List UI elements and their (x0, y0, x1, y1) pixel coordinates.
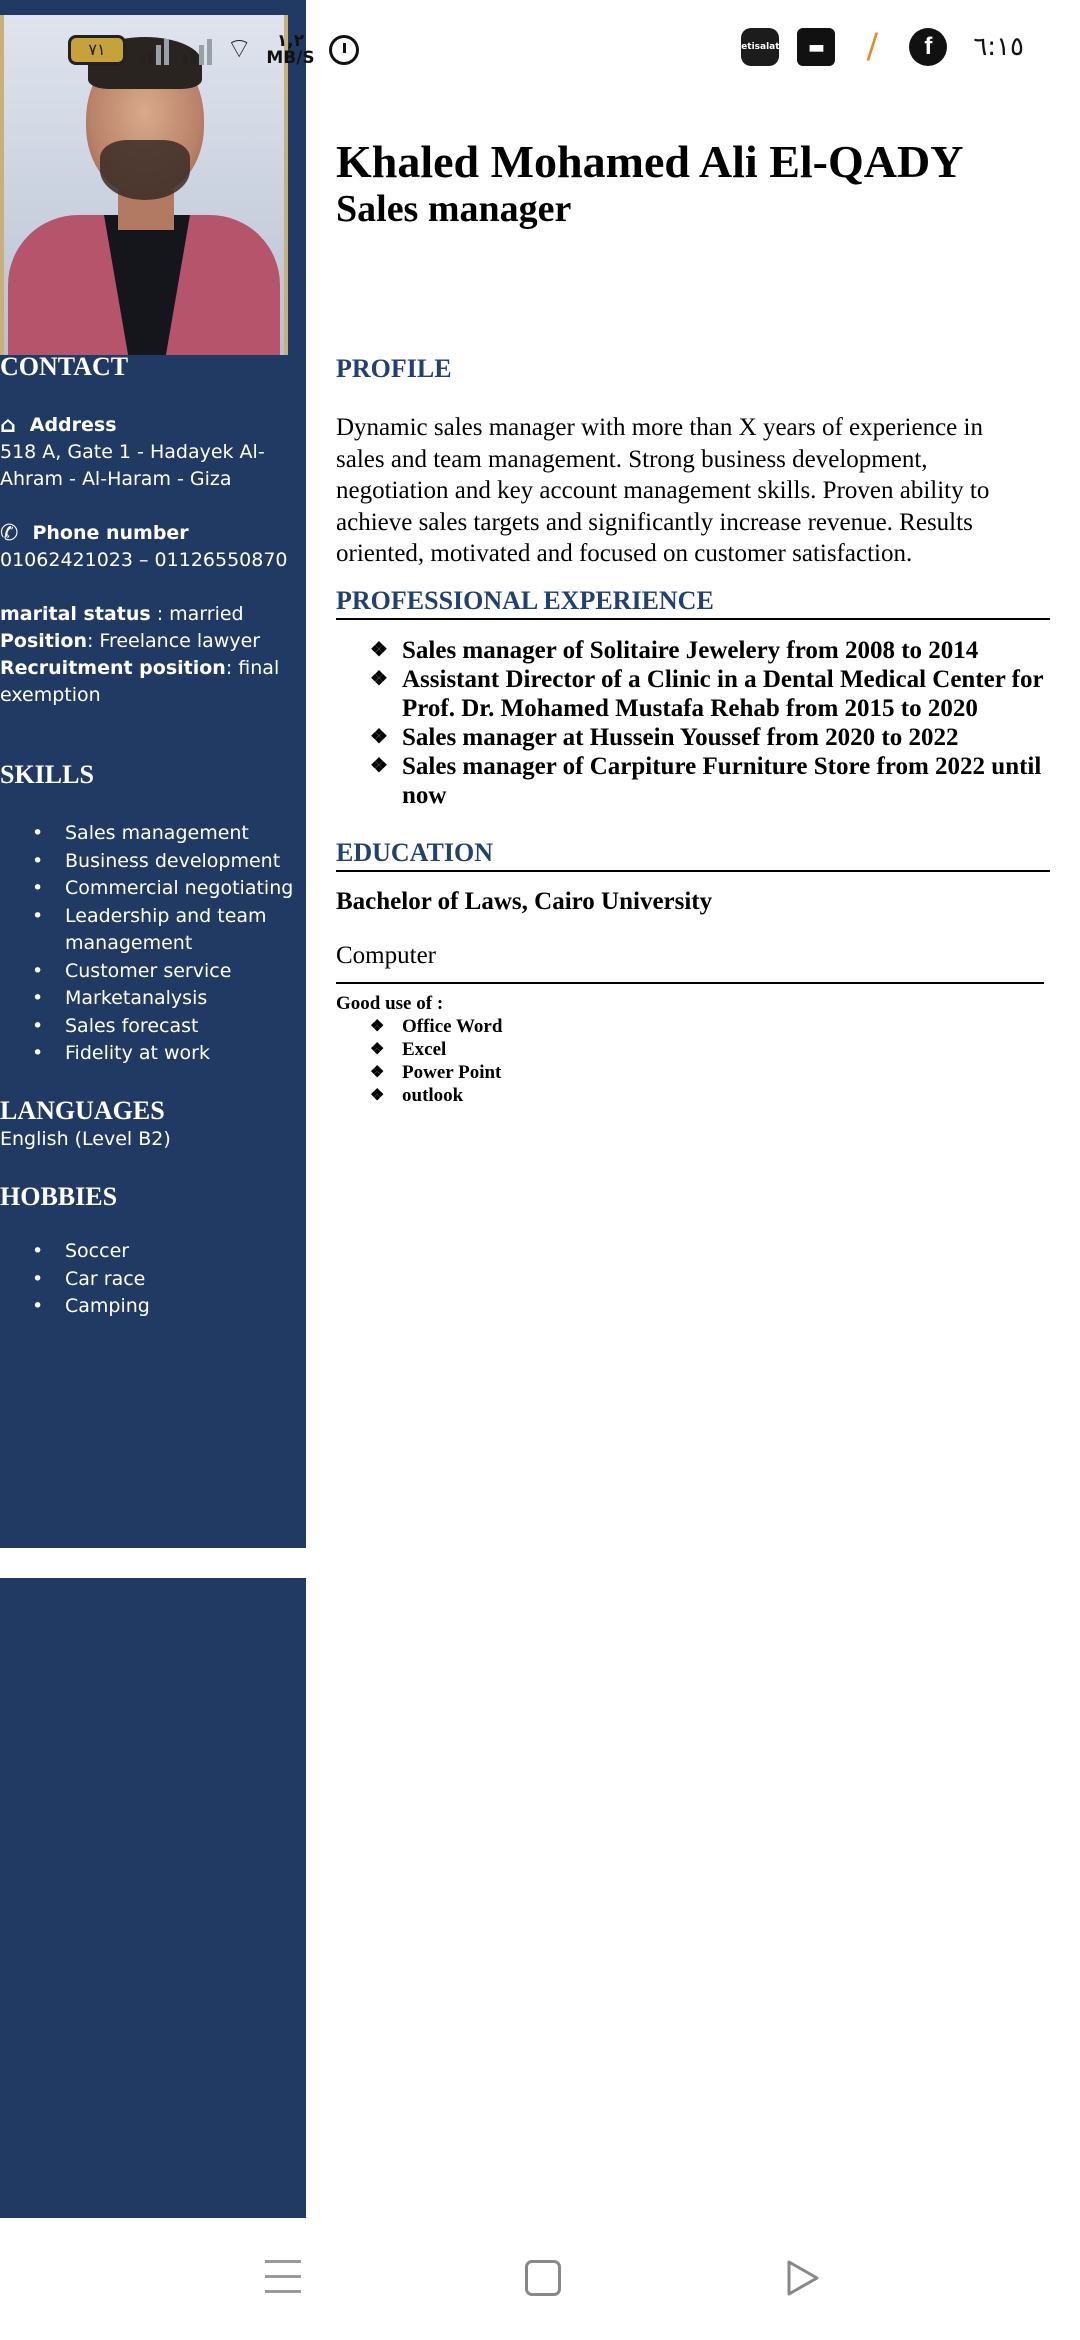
back-icon[interactable] (783, 2258, 823, 2298)
degree: Bachelor of Laws, Cairo University (336, 888, 713, 915)
skills-title: SKILLS (0, 760, 94, 789)
languages-title: LANGUAGES (0, 1096, 165, 1125)
skill-item: • Marketanalysis (0, 985, 300, 1013)
good-use-label: Good use of : (336, 993, 444, 1014)
hobbies-list (0, 1238, 300, 1321)
contact-title: CONTACT (0, 352, 129, 381)
experience-list (336, 636, 1056, 810)
skill-item: • Customer service (0, 958, 300, 986)
software-item: ❖ outlook (336, 1084, 502, 1107)
experience-title: PROFESSIONAL EXPERIENCE (336, 586, 714, 615)
software-item: ❖ Excel (336, 1038, 502, 1061)
skills-list (0, 820, 300, 1068)
marital-label: marital status (0, 603, 151, 625)
experience-item: ❖ Sales manager of Carpiture Furniture Store from 2022 until now (336, 752, 1056, 810)
signal-icon-2 (183, 35, 212, 65)
clock: ٦:١٥ (973, 32, 1024, 62)
software-item: ❖ Power Point (336, 1061, 502, 1084)
recruitment-label: Recruitment position (0, 657, 226, 679)
navigation-bar (0, 2230, 1080, 2340)
orange-app-icon: ⧸ (867, 29, 878, 65)
section-divider (336, 982, 1044, 984)
profile-title: PROFILE (336, 354, 452, 383)
candidate-title: Sales manager (336, 188, 572, 230)
skill-item: • Sales management (0, 820, 300, 848)
candidate-name: Khaled Mohamed Ali El-QADY (336, 136, 964, 187)
address-value: 518 A, Gate 1 - Hadayek Al-Ahram - Al-Haram - Giza (0, 441, 265, 490)
hobbies-title: HOBBIES (0, 1182, 118, 1211)
skill-item: • Leadership and team management (0, 903, 300, 958)
position-value: : Freelance lawyer (86, 630, 261, 652)
experience-item: ❖ Sales manager at Hussein Youssef from 2020 to 2022 (336, 723, 1056, 752)
hobby-item: • Car race (0, 1266, 300, 1294)
hobby-item: • Camping (0, 1293, 300, 1321)
network-speed: ١,٢ MB/S (266, 30, 315, 68)
section-divider (336, 870, 1050, 872)
hobby-item: • Soccer (0, 1238, 300, 1266)
phone-block (0, 520, 300, 574)
education-title: EDUCATION (336, 838, 493, 867)
languages-value: English (Level B2) (0, 1128, 171, 1150)
software-list (336, 1015, 502, 1107)
message-icon: ▬ (797, 28, 835, 66)
battery-icon: ٧١ (68, 35, 126, 65)
signal-icon (140, 35, 169, 65)
sidebar-panel-continued (0, 1578, 306, 2218)
recruitment-value: : final exemption (0, 657, 280, 706)
address-block (0, 412, 300, 493)
computer-heading: Computer (336, 942, 436, 969)
address-label: Address (29, 414, 117, 436)
skill-item: • Business development (0, 848, 300, 876)
profile-text: Dynamic sales manager with more than X years of experience in sales and team management. Strong business development, negotiation and key account management skills. Proven ability to achieve sales targets and significantly increase revenue. Results oriented, motivated and focused on customer satisfaction. (336, 414, 990, 567)
experience-item: ❖ Sales manager of Solitaire Jewelery from 2008 to 2014 (336, 636, 1056, 665)
facebook-icon: f (909, 28, 947, 66)
marital-value: : married (150, 603, 244, 625)
software-item: ❖ Office Word (336, 1015, 502, 1038)
status-bar (0, 20, 1080, 80)
position-label: Position (0, 630, 87, 652)
home-button-icon[interactable] (525, 2260, 561, 2296)
experience-item: ❖ Assistant Director of a Clinic in a Dental Medical Center for Prof. Dr. Mohamed Mustafa Rehab from 2015 to 2020 (336, 665, 1056, 723)
home-icon: ⌂ (0, 413, 16, 438)
phone-label: Phone number (32, 522, 189, 544)
wifi-icon: ⌔ (226, 32, 253, 65)
skill-item: • Commercial negotiating (0, 875, 300, 903)
section-divider (336, 618, 1050, 620)
phone-icon: ✆ (0, 521, 19, 546)
phone-value: 01062421023 – 01126550870 (0, 549, 288, 571)
etisalat-app-icon: etisalat (741, 28, 779, 66)
alarm-icon (329, 35, 359, 65)
recent-apps-icon[interactable] (265, 2260, 305, 2300)
skill-item: • Sales forecast (0, 1013, 300, 1041)
skill-item: • Fidelity at work (0, 1040, 300, 1068)
personal-info (0, 601, 300, 709)
